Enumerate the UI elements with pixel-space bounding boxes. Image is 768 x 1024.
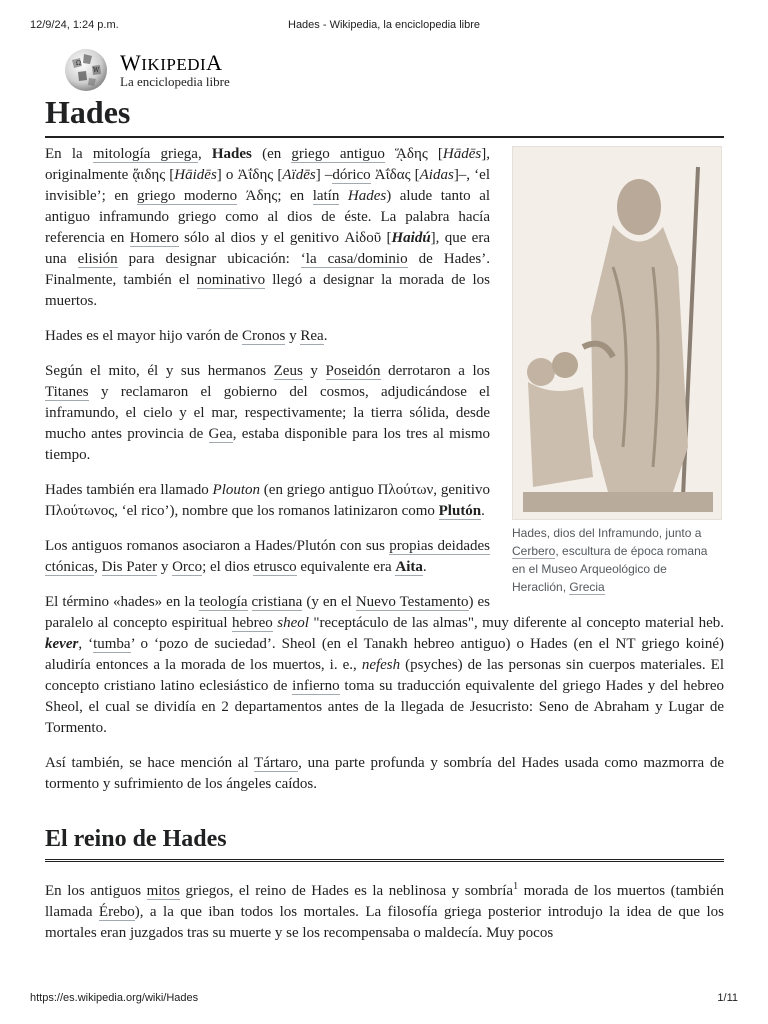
paragraph-intro: En la mitología griega, Hades (en griego antiguo ᾍδης [Hādēs], originalmente ᾅιδης [Hāidēs] o Ἀΐδης [Aïdēs] –dórico Ἀΐδας [Aidas]–, ‘el invisible’; en griego moderno Άδης; en latín Hades) alude tanto al antiguo inframundo griego como al dios de éste. La palabra hacía referencia en Homero sólo al dios y el genitivo Αἱδοῦ [Haidú], que era una elisión para designar ubicación: ‘la casa/dominio de Hades’. Finalmente, también el nominativo llegó a designar la morada de los muertos. xyxy=(45,146,491,309)
print-date: 12/9/24, 1:24 p.m. xyxy=(30,19,119,31)
image-caption: Hades, dios del Inframundo, junto a Cerbero, escultura de época romana en el Museo Arqueológico de Heraclión, Grecia xyxy=(512,526,708,594)
link-mitos[interactable]: mitos xyxy=(146,883,180,899)
link-tartaro[interactable]: Tártaro xyxy=(254,755,299,771)
svg-text:W: W xyxy=(93,67,100,74)
print-url: https://es.wikipedia.org/wiki/Hades xyxy=(30,992,199,1004)
link-hebreo[interactable]: hebreo xyxy=(231,615,273,631)
wordmark: WIKIPEDIA xyxy=(120,50,223,75)
link-casa-dominio[interactable]: ‘la casa/dominio xyxy=(300,251,408,267)
wikipedia-globe-icon xyxy=(62,46,110,94)
print-page-number: 1/11 xyxy=(717,992,738,1004)
link-erebo[interactable]: Érebo xyxy=(98,904,135,920)
link-cristiana[interactable]: cristiana xyxy=(251,594,303,610)
link-nuevo-testamento[interactable]: Nuevo Testamento xyxy=(355,594,469,610)
link-dorico[interactable]: dórico xyxy=(332,167,371,183)
svg-text:Ω: Ω xyxy=(76,60,81,67)
link-propias-deidades[interactable]: propias deidades xyxy=(389,538,490,554)
tagline: La enciclopedia libre xyxy=(120,74,230,89)
article-content xyxy=(45,92,724,958)
infobox xyxy=(512,146,724,596)
hades-statue-image[interactable] xyxy=(512,146,722,520)
paragraph-parents: Hades es el mayor hijo varón de Cronos y Rea. xyxy=(45,328,328,344)
paragraph-romans: Los antiguos romanos asociaron a Hades/Plutón con sus propias deidades ctónicas, Dis Pater y Orco; el dios etrusco equivalente era Aita. xyxy=(45,538,490,575)
print-footer xyxy=(0,990,768,1010)
page-title: Hades xyxy=(45,92,724,138)
statue-illustration xyxy=(513,147,721,519)
link-cerbero[interactable]: Cerbero xyxy=(512,544,556,558)
link-teologia[interactable]: teología xyxy=(199,594,248,610)
link-poseidon[interactable]: Poseidón xyxy=(325,363,381,379)
link-dis-pater[interactable]: Dis Pater xyxy=(101,559,158,575)
print-title: Hades - Wikipedia, la enciclopedia libre xyxy=(288,19,480,31)
link-infierno[interactable]: infierno xyxy=(292,678,340,694)
link-titanes[interactable]: Titanes xyxy=(45,384,89,400)
paragraph-tartaro: Así también, se hace mención al Tártaro, una parte profunda y sombría del Hades usada como mazmorra de tormento y sufrimiento de los ángeles caídos. xyxy=(45,755,725,792)
link-aita[interactable]: Aita xyxy=(395,559,423,575)
link-etrusco[interactable]: etrusco xyxy=(253,559,297,575)
link-ctonicas[interactable]: ctónicas xyxy=(45,559,95,575)
link-mitologia-griega[interactable]: mitología griega xyxy=(92,146,198,162)
link-gea[interactable]: Gea xyxy=(208,426,233,442)
link-orco[interactable]: Orco xyxy=(172,559,203,575)
print-header xyxy=(0,0,768,34)
paragraph-plouton: Hades también era llamado Plouton (en griego antiguo Πλούτων, genitivo Πλούτωνος, ‘el rico’), nombre que los romanos latinizaron como Plutón. xyxy=(45,482,490,519)
link-tumba[interactable]: tumba xyxy=(93,636,131,652)
link-pluton[interactable]: Plutón xyxy=(438,503,482,519)
section-heading-reino: El reino de Hades xyxy=(45,823,724,862)
footnote-1[interactable]: 1 xyxy=(513,881,519,892)
link-griego-antiguo[interactable]: griego antiguo xyxy=(291,146,385,162)
link-zeus[interactable]: Zeus xyxy=(273,363,303,379)
link-rea[interactable]: Rea xyxy=(300,328,324,344)
link-latin[interactable]: latín xyxy=(312,188,340,204)
link-grecia[interactable]: Grecia xyxy=(569,580,605,594)
link-homero[interactable]: Homero xyxy=(129,230,179,246)
paragraph-myth: Según el mito, él y sus hermanos Zeus y Poseidón derrotaron a los Titanes y reclamaron el gobierno del cosmos, adjudicándose el inframundo, el cielo y el mar, respectivamente; la tierra sólida, desde mucho antes provincia de Gea, estaba disponible para los tres al mismo tiempo. xyxy=(45,363,490,463)
paragraph-christian: El término «hades» en la teología cristiana (y en el Nuevo Testamento) es paralelo al concepto espiritual hebreo sheol "receptáculo de las almas", muy diferente al concepto material heb. kever, ‘tumba’ o ‘pozo de suciedad’. Sheol (en el Tanakh hebreo antiguo) o Hades (en el NT griego koiné) aludiría entonces a la morada de los muertos, i. e., nefesh (psyches) de las personas sin cuerpos materiales. El concepto cristiano latino eclesiástico de infierno toma su traducción equivalente del griego Hades y del hebreo Sheol, el cual se dividía en 2 departamentos antes de la llegada de Jesucristo: Seno de Abraham y Lugar de Tormento. xyxy=(45,594,724,736)
paragraph-reino: En los antiguos mitos griegos, el reino de Hades es la neblinosa y sombría$^1$ morada de los muertos (también llamada Érebo), a la que iban todos los mortales. La filosofía griega posterior introdujo la idea de que los mortales eran juzgados tras su muerte y se los recompensaba o maldecía. Muy pocos xyxy=(45,881,724,941)
link-cronos[interactable]: Cronos xyxy=(242,328,286,344)
link-griego-moderno[interactable]: griego moderno xyxy=(137,188,238,204)
link-nominativo[interactable]: nominativo xyxy=(196,272,266,288)
link-elision[interactable]: elisión xyxy=(77,251,118,267)
